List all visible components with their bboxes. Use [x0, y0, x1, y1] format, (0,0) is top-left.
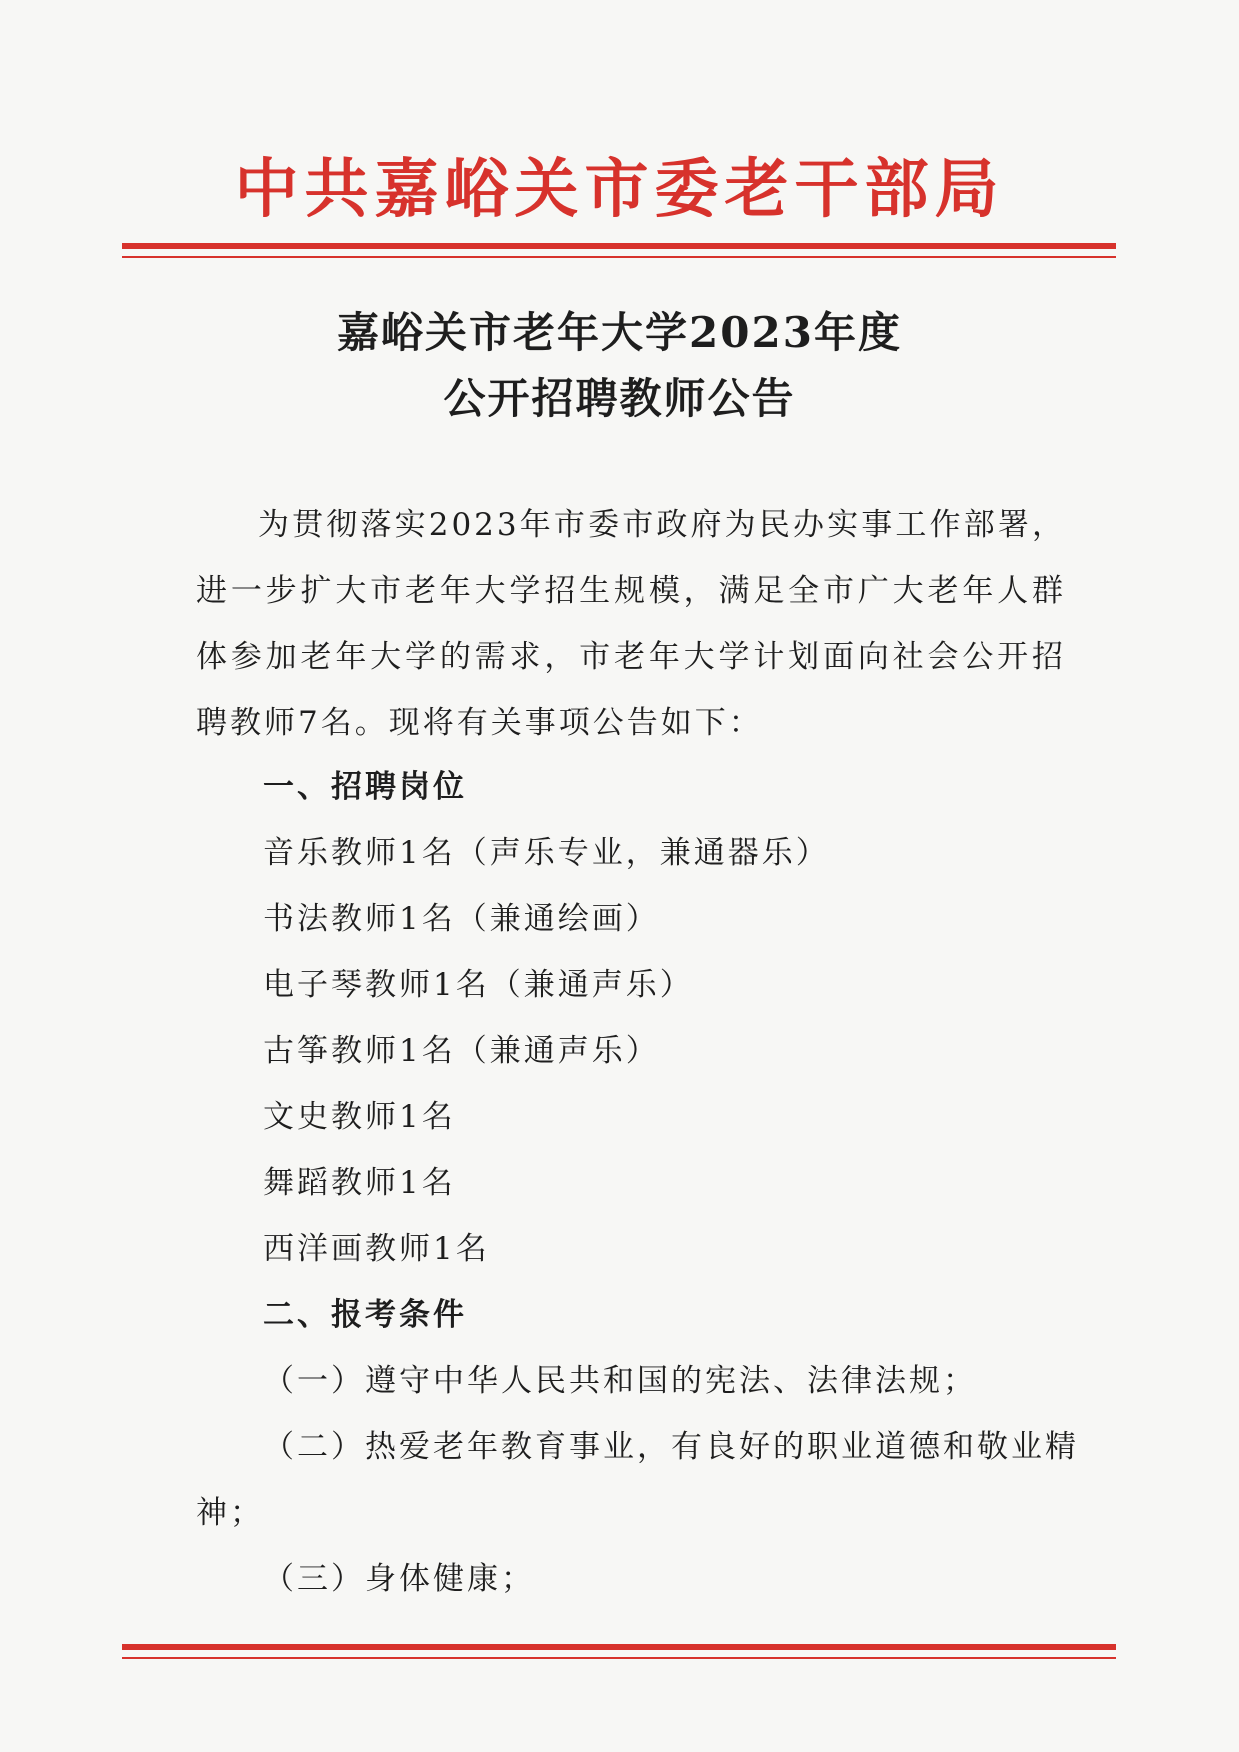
section2-heading: 二、报考条件	[263, 1297, 467, 1333]
intro-paragraph: 为贯彻落实2023年市委市政府为民办实事工作部署，进一步扩大市老年大学招生规模，满足全市广大老年人群体参加老年大学的需求，市老年大学计划面向社会公开招聘教师7名。现将有关事项公告如下：	[196, 507, 1066, 741]
masthead-title: 中共嘉峪关市委老干部局	[234, 153, 1005, 227]
condition-item-2: （二）热爱老年教育事业，有良好的职业道德和敬业精	[263, 1429, 1079, 1465]
footer-rule-thin	[122, 1657, 1116, 1659]
position-item: 文史教师1名	[263, 1099, 456, 1135]
position-item: 古筝教师1名（兼通声乐）	[263, 1033, 660, 1069]
position-item: 书法教师1名（兼通绘画）	[263, 901, 660, 937]
condition-item-2-continuation: 神；	[196, 1495, 264, 1531]
footer-rule-thick	[122, 1644, 1116, 1650]
position-item: 音乐教师1名（声乐专业，兼通器乐）	[263, 835, 830, 871]
section1-heading: 一、招聘岗位	[263, 769, 467, 805]
masthead-rule-thin	[122, 256, 1116, 258]
condition-item-3: （三）身体健康；	[263, 1561, 535, 1597]
title-line-1: 嘉峪关市老年大学2023年度	[337, 308, 902, 357]
condition-item-1: （一）遵守中华人民共和国的宪法、法律法规；	[263, 1363, 977, 1399]
document-title	[0, 300, 1239, 432]
position-item: 西洋画教师1名	[263, 1231, 490, 1267]
masthead-rule-thick	[122, 243, 1116, 249]
title-line-2: 公开招聘教师公告	[443, 374, 796, 423]
position-item: 舞蹈教师1名	[263, 1165, 456, 1201]
position-item: 电子琴教师1名（兼通声乐）	[263, 967, 694, 1003]
